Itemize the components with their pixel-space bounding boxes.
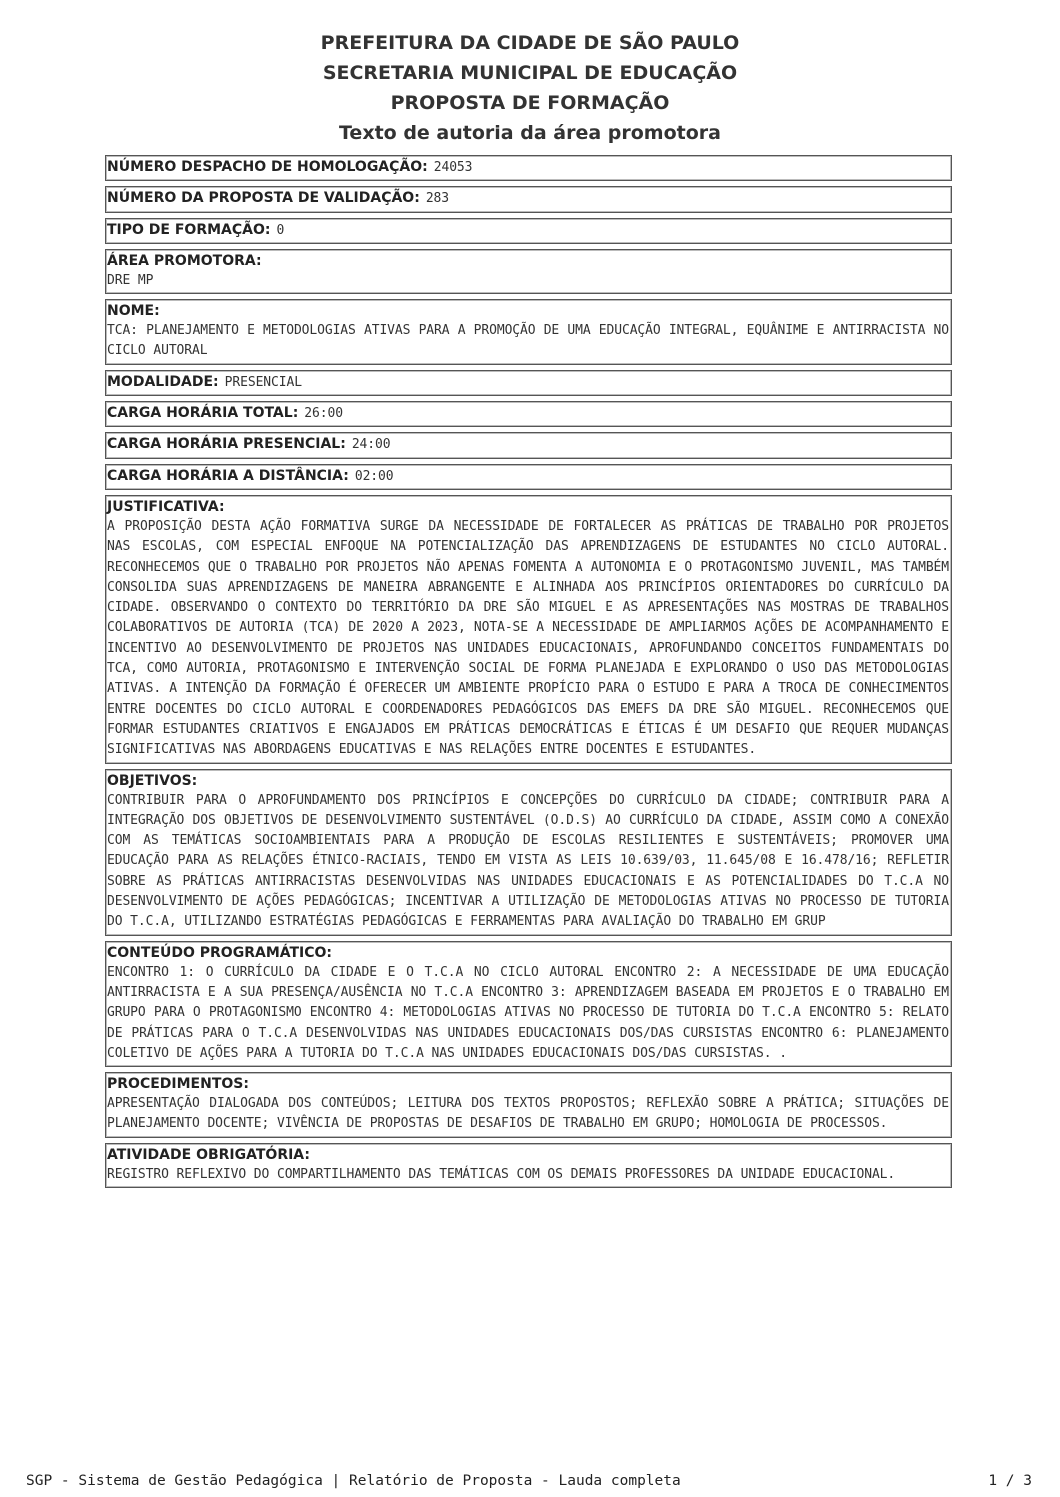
field-label: TIPO DE FORMAÇÃO: — [107, 221, 271, 238]
field-value: 283 — [425, 191, 449, 207]
field-despacho — [105, 155, 952, 181]
field-label: NOME: — [107, 303, 160, 320]
field-value: 02:00 — [354, 468, 394, 484]
field-label: OBJETIVOS: — [107, 772, 198, 789]
field-value: 0 — [276, 222, 285, 238]
field-value: APRESENTAÇÃO DIALOGADA DOS CONTEÚDOS; LEITURA DOS TEXTOS PROPOSTOS; REFLEXÃO SOBRE A PRÁTICA; SITUAÇÕES DE PLANEJAMENTO DOCENTE; VIVÊNCIA DE PROPOSTAS DE DESAFIOS DE TRABALHO EM GRUPO; HOMOLOGIA DE PROCESSOS. — [107, 1096, 949, 1132]
field-label: ATIVIDADE OBRIGATÓRIA: — [107, 1146, 310, 1163]
field-label: NÚMERO DESPACHO DE HOMOLOGAÇÃO: — [107, 159, 428, 175]
field-tipo — [105, 218, 952, 244]
field-carga-total — [105, 401, 952, 427]
field-label: PROCEDIMENTOS: — [107, 1076, 249, 1093]
field-atividade — [105, 1143, 952, 1188]
field-value: TCA: PLANEJAMENTO E METODOLOGIAS ATIVAS PARA A PROMOÇÃO DE UMA EDUCAÇÃO INTEGRAL, EQUÂNIME E ANTIRRACISTA NO CICLO AUTORAL — [107, 323, 949, 359]
field-label: ÁREA PROMOTORA: — [107, 252, 262, 269]
header-prefeitura: PREFEITURA DA CIDADE DE SÃO PAULO — [320, 32, 740, 54]
field-label: CARGA HORÁRIA TOTAL: — [107, 405, 299, 422]
field-value: 26:00 — [304, 406, 343, 422]
field-label: CONTEÚDO PROGRAMÁTICO: — [107, 944, 333, 961]
field-proposta — [105, 186, 952, 212]
field-area — [105, 249, 952, 294]
field-value: CONTRIBUIR PARA O APROFUNDAMENTO DOS PRINCÍPIOS E CONCEPÇÕES DO CURRÍCULO DA CIDADE; CONTRIBUIR PARA A INTEGRAÇÃO DOS OBJETIVOS DE DESENVOLVIMENTO SUSTENTÁVEL (O.D.S) AO CURRÍCULO DA CIDADE, ASSIM COMO A CONEXÃO COM AS TEMÁTICAS SOCIOAMBIENTAIS PARA A PRODUÇÃO DE ESCOLAS RESILIENTES E SUSTENTÁVEIS; PROMOVER UMA EDUCAÇÃO PARA AS RELAÇÕES ÉTNICO-RACIAIS, TENDO EM VISTA AS LEIS 10.639/03, 11.645/08 E 16.478/16; REFLETIR SOBRE AS PRÁTICAS ANTIRRACISTAS DESENVOLVIDAS NAS UNIDADES EDUCACIONAIS E AS POTENCIALIDADES DO T.C.A NO DESENVOLVIMENTO DE AÇÕES PEDAGÓGICAS; INCENTIVAR A UTILIZAÇÃO DE METODOLOGIAS ATIVAS NO PROCESSO DE TUTORIA DO T.C.A, UTILIZANDO ESTRATÉGIAS PEDAGÓGICAS E FERRAMENTAS PARA AVALIAÇÃO DO TRABALHO EM GRUP — [107, 792, 949, 930]
header-subtitle: Texto de autoria da área promotora — [339, 122, 721, 144]
proposal-fields — [105, 155, 952, 1193]
header-proposta: PROPOSTA DE FORMAÇÃO — [390, 92, 670, 114]
field-label: CARGA HORÁRIA PRESENCIAL: — [107, 436, 346, 453]
document-header — [0, 0, 1060, 148]
field-modalidade — [105, 370, 952, 396]
field-objetivos — [105, 769, 952, 936]
field-label: JUSTIFICATIVA: — [107, 498, 225, 515]
field-justificativa — [105, 495, 952, 764]
field-value: REGISTRO REFLEXIVO DO COMPARTILHAMENTO DAS TEMÁTICAS COM OS DEMAIS PROFESSORES DA UNIDADE EDUCACIONAL. — [107, 1166, 896, 1182]
field-label: MODALIDADE: — [107, 373, 219, 390]
field-label: NÚMERO DA PROPOSTA DE VALIDAÇÃO: — [107, 190, 420, 207]
field-value: DRE MP — [107, 272, 154, 288]
field-conteudo — [105, 941, 952, 1067]
page-number: 1 / 3 — [988, 1473, 1032, 1489]
field-procedimentos — [105, 1072, 952, 1138]
header-secretaria: SECRETARIA MUNICIPAL DE EDUCAÇÃO — [322, 62, 738, 84]
field-value: A PROPOSIÇÃO DESTA AÇÃO FORMATIVA SURGE DA NECESSIDADE DE FORTALECER AS PRÁTICAS DE TRABALHO POR PROJETOS NAS ESCOLAS, COM ESPECIAL ENFOQUE NA POTENCIALIZAÇÃO DAS APRENDIZAGENS DE ESTUDANTES NO CICLO AUTORAL. RECONHECEMOS QUE O TRABALHO POR PROJETOS NÃO APENAS FOMENTA A AUTONOMIA E O PROTAGONISMO JUVENIL, MAS TAMBÉM CONSOLIDA SUAS APRENDIZAGENS DE MANEIRA ABRANGENTE E ALINHADA AOS PRINCÍPIOS ORIENTADORES DO CURRÍCULO DA CIDADE. OBSERVANDO O CONTEXTO DO TERRITÓRIO DA DRE SÃO MIGUEL E AS APRESENTAÇÕES NAS MOSTRAS DE TRABALHOS COLABORATIVOS DE AUTORIA (TCA) DE 2020 A 2023, NOTA-SE A NECESSIDADE DE AMPLIARMOS AÇÕES DE ACOMPANHAMENTO E INCENTIVO AO DESENVOLVIMENTO DE PROJETOS NAS UNIDADES EDUCACIONAIS, APROFUNDANDO CONCEITOS FUNDAMENTAIS DO TCA, COMO AUTORIA, PROTAGONISMO E INTERVENÇÃO SOCIAL DE FORMA PLANEJADA E EXPLORANDO O USO DAS METODOLOGIAS ATIVAS. A INTENÇÃO DA FORMAÇÃO É OFERECER UM AMBIENTE PROPÍCIO PARA O ESTUDO E PARA A TROCA DE CONHECIMENTOS ENTRE DOCENTES DO CICLO AUTORAL E COORDENADORES PEDAGÓGICOS DAS EMEFS DA DRE SÃO MIGUEL. RECONHECEMOS QUE FORMAR ESTUDANTES CRIATIVOS E ENGAJADOS EM PRÁTICAS DEMOCRÁTICAS E ÉTICAS É UM DESAFIO QUE REQUER MUDANÇAS SIGNIFICATIVAS NAS ABORDAGENS EDUCATIVAS E NAS RELAÇÕES ENTRE DOCENTES E ESTUDANTES. — [107, 518, 949, 758]
field-value: 24053 — [433, 160, 473, 175]
field-carga-presencial — [105, 432, 952, 458]
field-nome — [105, 299, 952, 365]
footer-system-title: SGP - Sistema de Gestão Pedagógica | Relatório de Proposta - Lauda completa — [26, 1473, 681, 1489]
field-value: 24:00 — [351, 437, 391, 453]
field-carga-distancia — [105, 464, 952, 490]
field-value: PRESENCIAL — [224, 374, 302, 390]
page-footer — [26, 1473, 1032, 1489]
field-label: CARGA HORÁRIA A DISTÂNCIA: — [107, 467, 349, 484]
field-value: ENCONTRO 1: O CURRÍCULO DA CIDADE E O T.C.A NO CICLO AUTORAL ENCONTRO 2: A NECESSIDADE DE UMA EDUCAÇÃO ANTIRRACISTA E A SUA PRESENÇA/AUSÊNCIA NO T.C.A ENCONTRO 3: APRENDIZAGEM BASEADA EM PROJETOS E O TRABALHO EM GRUPO PARA O PROTAGONISMO ENCONTRO 4: METODOLOGIAS ATIVAS NO PROCESSO DE TUTORIA DO T.C.A ENCONTRO 5: RELATO DE PRÁTICAS PARA O T.C.A DESENVOLVIDAS NAS UNIDADES EDUCACIONAIS DOS/DAS CURSISTAS ENCONTRO 6: PLANEJAMENTO COLETIVO DE AÇÕES PARA A TUTORIA DO T.C.A NAS UNIDADES EDUCACIONAIS DOS/DAS CURSISTAS. . — [107, 964, 949, 1061]
